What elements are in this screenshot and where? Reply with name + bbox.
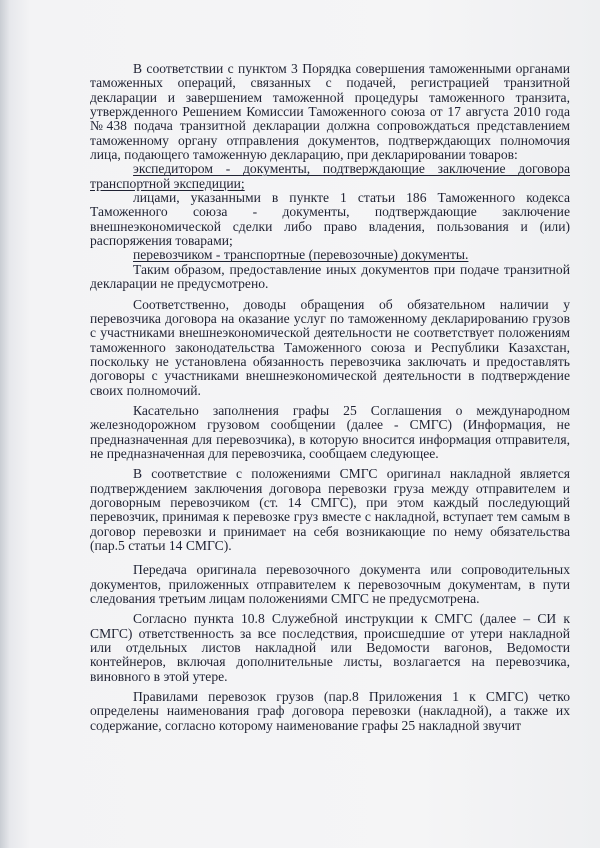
paragraph-carrier: [90, 248, 570, 262]
document-body: [90, 62, 570, 733]
paragraph-smgs-column-25: Касательно заполнения графы 25 Соглашения о международном железнодорожном грузовом сообщении (далее - СМГС) (Информация, не предназначенная для перевозчика), в которую вносится информация отправителя, не предназначенная для перевозчика, сообщаем следующее.: [90, 402, 570, 461]
paragraph-transport-rules: Правилами перевозок грузов (пар.8 Приложения 1 к СМГС) четко определены наименования граф договора перевозки (накладной), а также их содержание, согласно которому наименование графы 25 накладной звучит: [90, 689, 570, 733]
paragraph-document-transfer: Передача оригинала перевозочного документа или сопроводительных документов, приложенных отправителем к перевозочным документам, в пути следования третьим лицам положениями СМГС не предусмотрена.: [90, 562, 570, 607]
paragraph-transit-declaration: В соответствии с пунктом 3 Порядка совершения таможенными органами таможенных операций, связанных с подачей, регистрацией транзитной декларации и завершением таможенной процедуры таможенного транзита, утвержденного Решением Комиссии Таможенного союза от 17 августа 2010 года №438 подача транзитной декларации должна сопровождаться представлением таможенному органу отправления документов, подтверждающих полномочия лица, подающего таможенную декларацию, при декларировании товаров:: [90, 61, 570, 163]
paragraph-service-instruction: Согласно пункта 10.8 Служебной инструкции к СМГС (далее – СИ к СМГС) ответственность за все последствия, происшедшие от утери накладной или отдельных листов накладной или Ведомости вагонов, Ведомости контейнеров, включая дополнительные листы, возлагается на перевозчика, виновного в этой утере.: [90, 611, 570, 684]
paragraph-persons-article-186: лицами, указанными в пункте 1 статьи 186 Таможенного кодекса Таможенного союза - документы, подтверждающие заключение внешнеэкономической сделки либо право владения, пользования и (или) распоряжения товарами;: [90, 190, 570, 249]
paragraph-other-documents: Таким образом, предоставление иных документов при подаче транзитной декларации не предусмотрено.: [90, 261, 570, 292]
forwarder-documents-text: экспедитором - документы, подтверждающие заключение договора транспортной экспедиции;: [90, 161, 570, 191]
paragraph-forwarder: [90, 162, 570, 191]
paragraph-smgs-original-waybill: В соответствие с положениями СМГС оригинал накладной является подтверждением заключения договора перевозки груза между отправителем и договорным перевозчиком (ст. 14 СМГС), при этом каждый последующий перевозчик, принимая к перевозке груз вместе с накладной, вступает тем самым в договор перевозки и принимает на себя возникающие по нему обязательства (пар.5 статьи 14 СМГС).: [90, 466, 570, 553]
paragraph-accordingly: Соответственно, доводы обращения об обязательном наличии у перевозчика договора на оказание услуг по таможенному декларированию грузов с участниками внешнеэкономической деятельности не соответствует положениям таможенного законодательства Таможенного союза и Республики Казахстан, поскольку не установлена обязанность перевозчика заключать и предоставлять договоры с участниками внешнеэкономической деятельности в подтверждение своих полномочий.: [90, 296, 570, 398]
carrier-documents-text: перевозчиком - транспортные (перевозочные) документы.: [133, 247, 469, 263]
